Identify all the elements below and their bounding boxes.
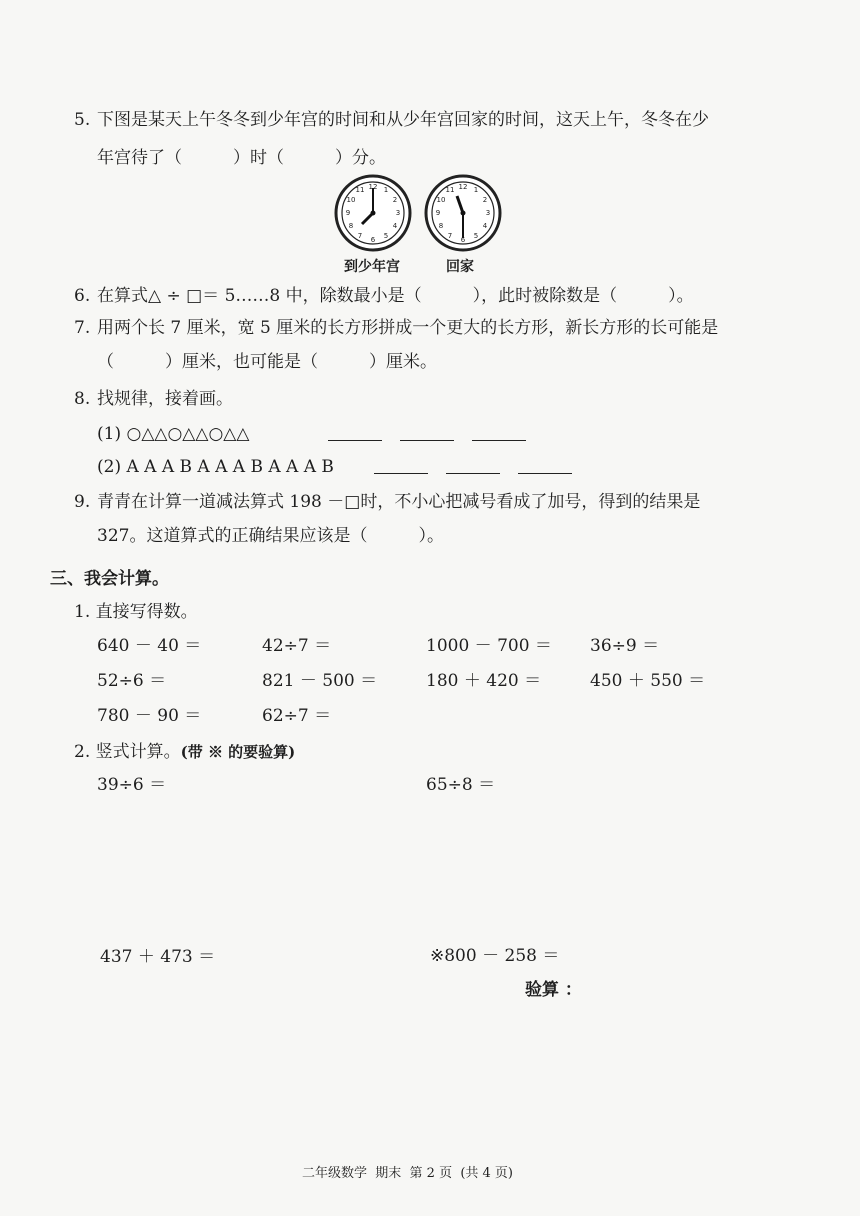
clock-arrival-label: 到少年宫 bbox=[344, 259, 400, 275]
svg-text:6: 6 bbox=[370, 236, 376, 244]
oral-calc-item: 821 － 500 ＝ bbox=[262, 671, 378, 691]
svg-text:8: 8 bbox=[348, 222, 354, 230]
q8-title: 找规律，接着画。 bbox=[97, 389, 233, 409]
q5-number: 5. bbox=[74, 110, 91, 130]
q5-line2: 年宫待了（ ）时（ ）分。 bbox=[97, 148, 386, 168]
answer-blank[interactable] bbox=[374, 457, 428, 474]
svg-text:1: 1 bbox=[473, 186, 479, 194]
svg-text:2: 2 bbox=[392, 196, 398, 204]
answer-blank[interactable] bbox=[400, 424, 454, 441]
oral-calc-item: 180 ＋ 420 ＝ bbox=[426, 671, 542, 691]
svg-text:5: 5 bbox=[383, 232, 389, 240]
section3-part2-title bbox=[74, 740, 295, 764]
svg-text:7: 7 bbox=[357, 232, 363, 240]
page-footer: 二年级数学 期末 第 2 页 (共 4 页) bbox=[302, 1166, 514, 1181]
svg-text:9: 9 bbox=[435, 209, 441, 217]
clock-home-icon bbox=[424, 174, 502, 252]
q8-pattern2: (2) A A A B A A A B A A A B bbox=[97, 457, 334, 477]
q6-number: 6. bbox=[74, 286, 91, 306]
oral-calc-item: 780 － 90 ＝ bbox=[97, 706, 202, 726]
svg-text:1: 1 bbox=[383, 186, 389, 194]
clock-arrival-icon bbox=[334, 174, 412, 252]
q8-pattern2-answer-blanks[interactable] bbox=[374, 457, 590, 478]
svg-text:4: 4 bbox=[392, 222, 398, 230]
vertical-calc-item: ※800 － 258 ＝ bbox=[430, 946, 560, 966]
answer-blank[interactable] bbox=[472, 424, 526, 441]
svg-text:12: 12 bbox=[458, 183, 468, 191]
vertical-calc-item: 437 ＋ 473 ＝ bbox=[100, 947, 216, 967]
q7-line2: （ ）厘米，也可能是（ ）厘米。 bbox=[97, 352, 437, 372]
oral-calc-item: 450 ＋ 550 ＝ bbox=[590, 671, 706, 691]
q9-number: 9. bbox=[74, 492, 91, 512]
section3-title: 三、我会计算。 bbox=[50, 569, 169, 589]
oral-calc-item: 1000 － 700 ＝ bbox=[426, 636, 552, 656]
part2-title-text: 2. 竖式计算。 bbox=[74, 742, 181, 762]
svg-text:6: 6 bbox=[460, 236, 466, 244]
svg-text:3: 3 bbox=[395, 209, 401, 217]
vertical-calc-item: 39÷6 ＝ bbox=[97, 775, 167, 795]
svg-text:5: 5 bbox=[473, 232, 479, 240]
section3-part1-title: 1. 直接写得数。 bbox=[74, 602, 198, 622]
check-label: 验算 ： bbox=[525, 980, 582, 1000]
svg-text:10: 10 bbox=[346, 196, 356, 204]
answer-blank[interactable] bbox=[328, 424, 382, 441]
svg-text:2: 2 bbox=[482, 196, 488, 204]
clock-home-label: 回家 bbox=[446, 259, 474, 275]
oral-calc-item: 640 － 40 ＝ bbox=[97, 636, 202, 656]
q8-pattern1-answer-blanks[interactable] bbox=[328, 424, 544, 445]
q7-line1: 用两个长 7 厘米，宽 5 厘米的长方形拼成一个更大的长方形，新长方形的长可能是 bbox=[97, 318, 719, 338]
q7-number: 7. bbox=[74, 318, 91, 338]
svg-text:11: 11 bbox=[355, 186, 365, 194]
oral-calc-item: 62÷7 ＝ bbox=[262, 706, 332, 726]
q8-number: 8. bbox=[74, 389, 91, 409]
q5-line1: 下图是某天上午冬冬到少年宫的时间和从少年宫回家的时间，这天上午，冬冬在少 bbox=[97, 110, 709, 130]
answer-blank[interactable] bbox=[446, 457, 500, 474]
svg-text:12: 12 bbox=[368, 183, 378, 191]
svg-text:11: 11 bbox=[445, 186, 455, 194]
oral-calc-item: 36÷9 ＝ bbox=[590, 636, 660, 656]
oral-calc-item: 52÷6 ＝ bbox=[97, 671, 167, 691]
svg-text:4: 4 bbox=[482, 222, 488, 230]
svg-text:7: 7 bbox=[447, 232, 453, 240]
q8-pattern1: (1) ○△△○△△○△△ bbox=[97, 424, 250, 444]
svg-text:8: 8 bbox=[438, 222, 444, 230]
answer-blank[interactable] bbox=[518, 457, 572, 474]
oral-calc-item: 42÷7 ＝ bbox=[262, 636, 332, 656]
vertical-calc-item: 65÷8 ＝ bbox=[426, 775, 496, 795]
svg-text:9: 9 bbox=[345, 209, 351, 217]
part2-note: (带 ※ 的要验算) bbox=[180, 743, 296, 761]
q6-text: 在算式△ ÷ □＝ 5……8 中，除数最小是（ ），此时被除数是（ ）。 bbox=[97, 286, 694, 306]
svg-text:10: 10 bbox=[436, 196, 446, 204]
q9-line2: 327。这道算式的正确结果应该是（ ）。 bbox=[97, 526, 444, 546]
svg-text:3: 3 bbox=[485, 209, 491, 217]
q9-line1: 青青在计算一道减法算式 198 －□时，不小心把减号看成了加号，得到的结果是 bbox=[97, 492, 701, 512]
